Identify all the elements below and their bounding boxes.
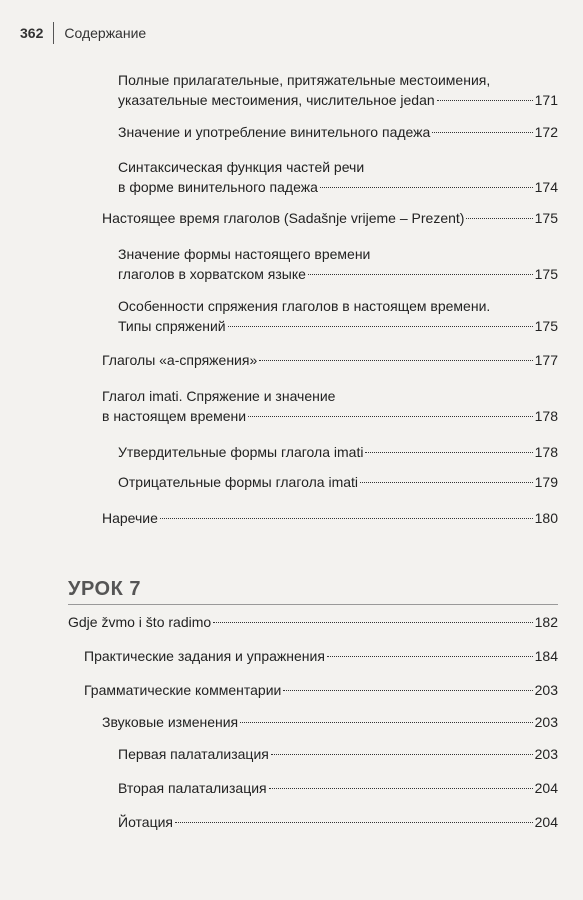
- toc-page-number: 203: [534, 714, 558, 730]
- toc-entry-text: Наречие: [102, 510, 158, 526]
- toc-page-number: 177: [534, 352, 558, 368]
- toc-page-number: 178: [534, 408, 558, 424]
- toc-page-number: 172: [534, 124, 558, 140]
- toc-entry-text: Глаголы «а-спряжения»: [102, 352, 258, 368]
- leader-dots: [259, 360, 532, 361]
- toc-entry: [102, 350, 558, 370]
- leader-dots: [466, 218, 532, 219]
- section-title: Содержание: [64, 25, 147, 41]
- leader-dots: [160, 518, 533, 519]
- toc-entry: [118, 70, 558, 110]
- toc-entry: [118, 472, 558, 492]
- leader-dots: [360, 482, 533, 483]
- toc-entry-text: Настоящее время глаголов (Sadašnje vrijeme – Prezent): [102, 210, 465, 226]
- leader-dots: [432, 132, 532, 133]
- toc-page-number: 204: [534, 814, 558, 830]
- toc-entry-text: Грамматические комментарии: [84, 682, 282, 698]
- toc-page-number: 184: [534, 648, 558, 664]
- toc-entry: [118, 442, 558, 462]
- toc-entry: [118, 812, 558, 832]
- toc-entry: [118, 244, 558, 284]
- toc-entry-text: Отрицательные формы глагола imati: [118, 474, 359, 490]
- leader-dots: [175, 822, 533, 823]
- toc-entry-text: Вторая палатализация: [118, 780, 267, 796]
- toc-entry: [118, 122, 558, 142]
- toc-entry: [102, 712, 558, 732]
- toc-entry-text: Первая палатализация: [118, 746, 269, 762]
- toc-entry: [102, 386, 558, 426]
- toc-entry: [102, 208, 558, 228]
- toc-entry-text: Особенности спряжения глаголов в настоящем времени.: [118, 298, 491, 314]
- toc-entry-text: Утвердительные формы глагола imati: [118, 444, 364, 460]
- toc-entry-text: в настоящем времени: [102, 408, 247, 424]
- lesson-heading: УРОК 7: [68, 578, 141, 600]
- toc-page-number: 175: [534, 266, 558, 282]
- toc-entry: [118, 744, 558, 764]
- toc-entry-text: Полные прилагательные, притяжательные местоимения,: [118, 72, 491, 88]
- toc-entry: [84, 680, 558, 700]
- leader-dots: [327, 656, 533, 657]
- toc-entry-text: Значение формы настоящего времени: [118, 246, 371, 262]
- toc-page-number: 178: [534, 444, 558, 460]
- toc-entry-text: Типы спряжений: [118, 318, 226, 334]
- leader-dots: [248, 416, 533, 417]
- toc-entry: [102, 508, 558, 528]
- toc-page-number: 180: [534, 510, 558, 526]
- toc-entry-text: Gdje žvmo i što radimo: [68, 614, 212, 630]
- leader-dots: [365, 452, 532, 453]
- toc-entry: [68, 612, 558, 632]
- toc-page-number: 171: [534, 92, 558, 108]
- toc-page-number: 203: [534, 746, 558, 762]
- toc-entry-text: Значение и употребление винительного падежа: [118, 124, 431, 140]
- toc-page-number: 179: [534, 474, 558, 490]
- lesson-divider: [68, 604, 558, 605]
- leader-dots: [269, 788, 533, 789]
- page-number: 362: [20, 25, 44, 41]
- leader-dots: [320, 187, 533, 188]
- leader-dots: [240, 722, 533, 723]
- toc-page-number: 175: [534, 318, 558, 334]
- toc-entry-text: Синтаксическая функция частей речи: [118, 159, 365, 175]
- leader-dots: [283, 690, 532, 691]
- toc-entry-text: Практические задания и упражнения: [84, 648, 325, 664]
- toc-entry: [118, 778, 558, 798]
- toc-page-number: 175: [534, 210, 558, 226]
- leader-dots: [228, 326, 533, 327]
- toc-page-number: 203: [534, 682, 558, 698]
- toc-entry-text: Звуковые изменения: [102, 714, 239, 730]
- toc-entry-text: в форме винительного падежа: [118, 179, 318, 195]
- toc-entry: [118, 296, 558, 336]
- toc-entry-text: Йотация: [118, 814, 174, 830]
- toc-entry-text: Глагол imati. Спряжение и значение: [102, 388, 336, 404]
- leader-dots: [308, 274, 533, 275]
- toc-entry: [118, 157, 558, 197]
- toc-page-number: 182: [534, 614, 558, 630]
- leader-dots: [271, 754, 533, 755]
- toc-page-number: 174: [534, 179, 558, 195]
- toc-page-number: 204: [534, 780, 558, 796]
- leader-dots: [437, 100, 533, 101]
- toc-entry-text: глаголов в хорватском языке: [118, 266, 306, 282]
- leader-dots: [213, 622, 532, 623]
- toc-entry: [84, 646, 558, 666]
- toc-entry-text: указательные местоимения, числительное jedan: [118, 92, 435, 108]
